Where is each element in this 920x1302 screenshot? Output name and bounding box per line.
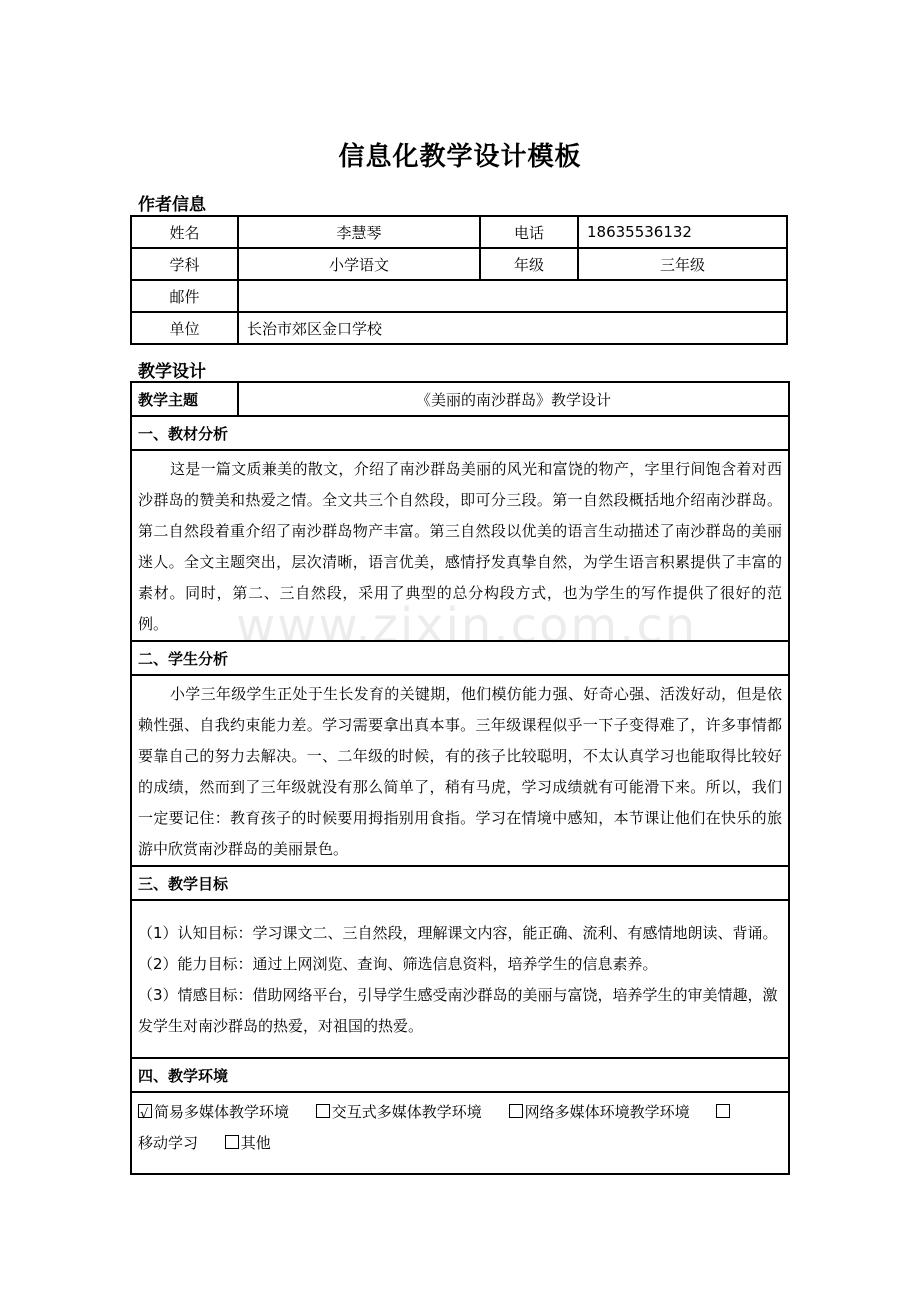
table-row [131, 641, 789, 675]
grade-value: 三年级 [578, 248, 787, 280]
teaching-design-heading: 教学设计 [138, 362, 206, 382]
author-info-table [130, 215, 788, 345]
goal-item: （3）情感目标：借助网络平台，引导学生感受南沙群岛的美丽与富饶，培养学生的审美情趣，激发学生对南沙群岛的热爱，对祖国的热爱。 [138, 986, 778, 1035]
checkbox-icon[interactable] [716, 1104, 730, 1118]
table-row [131, 675, 789, 866]
goal-item: （2）能力目标：通过上网浏览、查询、筛选信息资料，培养学生的信息素养。 [138, 955, 658, 973]
name-value: 李慧琴 [238, 216, 480, 248]
student-analysis-text: 小学三年级学生正处于生长发育的关键期，他们模仿能力强、好奇心强、活泼好动，但是依赖性强、自我约束能力差。学习需要拿出真本事。三年级课程似乎一下子变得难了，许多事情都要靠自己的努力去解决。一、二年级的时候，有的孩子比较聪明，不太认真学习也能取得比较好的成绩，然而到了三年级就没有那么简单了，稍有马虎，学习成绩就有可能滑下来。所以，我们一定要记住：教育孩子的时候要用拇指别用食指。学习在情境中感知，本节课让他们在快乐的旅游中欣赏南沙群岛的美丽景色。 [131, 675, 789, 866]
env-option-label: 交互式多媒体教学环境 [331, 1103, 482, 1121]
name-label: 姓名 [131, 216, 238, 248]
teaching-goals-list [131, 900, 789, 1058]
env-option-label: 网络多媒体环境教学环境 [524, 1103, 690, 1121]
topic-label: 教学主题 [131, 382, 238, 416]
phone-value: 18635536132 [578, 216, 787, 248]
table-row [131, 312, 787, 344]
topic-value: 《美丽的南沙群岛》教学设计 [238, 382, 789, 416]
email-value [238, 280, 787, 312]
teaching-design-table [130, 381, 790, 1175]
teaching-environment-options [131, 1092, 789, 1174]
subject-label: 学科 [131, 248, 238, 280]
phone-label: 电话 [480, 216, 578, 248]
table-row [131, 416, 789, 450]
table-row [131, 1058, 789, 1092]
table-row [131, 450, 789, 641]
env-option[interactable] [716, 1103, 732, 1121]
checkbox-checked-icon[interactable] [138, 1104, 152, 1118]
env-option[interactable] [509, 1103, 690, 1121]
unit-value: 长治市郊区金口学校 [238, 312, 787, 344]
table-row [131, 280, 787, 312]
goal-item: （1）认知目标：学习课文二、三自然段，理解课文内容，能正确、流利、有感情地朗读、背诵。 [138, 924, 778, 942]
page-title: 信息化教学设计模板 [338, 142, 582, 172]
env-option-label: 简易多媒体教学环境 [154, 1103, 290, 1121]
watermark: www.zixin.com.cn [236, 598, 698, 654]
teaching-environment-heading: 四、教学环境 [131, 1058, 789, 1092]
env-option[interactable] [225, 1134, 271, 1152]
env-option[interactable] [316, 1103, 482, 1121]
table-row [131, 248, 787, 280]
grade-label: 年级 [480, 248, 578, 280]
checkbox-icon[interactable] [509, 1104, 523, 1118]
env-option[interactable] [138, 1103, 289, 1121]
checkbox-icon[interactable] [225, 1135, 239, 1149]
email-label: 邮件 [131, 280, 238, 312]
checkbox-icon[interactable] [316, 1104, 330, 1118]
textbook-analysis-text: 这是一篇文质兼美的散文，介绍了南沙群岛美丽的风光和富饶的物产，字里行间饱含着对西沙群岛的赞美和热爱之情。全文共三个自然段，即可分三段。第一自然段概括地介绍南沙群岛。第二自然段着重介绍了南沙群岛物产丰富。第三自然段以优美的语言生动描述了南沙群岛的美丽迷人。全文主题突出，层次清晰，语言优美，感情抒发真挚自然，为学生语言积累提供了丰富的素材。同时，第二、三自然段，采用了典型的总分构段方式，也为学生的写作提供了很好的范例。 [131, 450, 789, 641]
unit-label: 单位 [131, 312, 238, 344]
textbook-analysis-heading: 一、教材分析 [131, 416, 789, 450]
table-row [131, 382, 789, 416]
env-option-label: 移动学习 [138, 1134, 199, 1152]
table-row [131, 866, 789, 900]
student-analysis-heading: 二、学生分析 [131, 641, 789, 675]
env-option-label: 其他 [240, 1134, 271, 1152]
subject-value: 小学语文 [238, 248, 480, 280]
table-row [131, 900, 789, 1058]
table-row [131, 1092, 789, 1174]
teaching-goals-heading: 三、教学目标 [131, 866, 789, 900]
table-row [131, 216, 787, 248]
author-info-heading: 作者信息 [138, 195, 206, 215]
